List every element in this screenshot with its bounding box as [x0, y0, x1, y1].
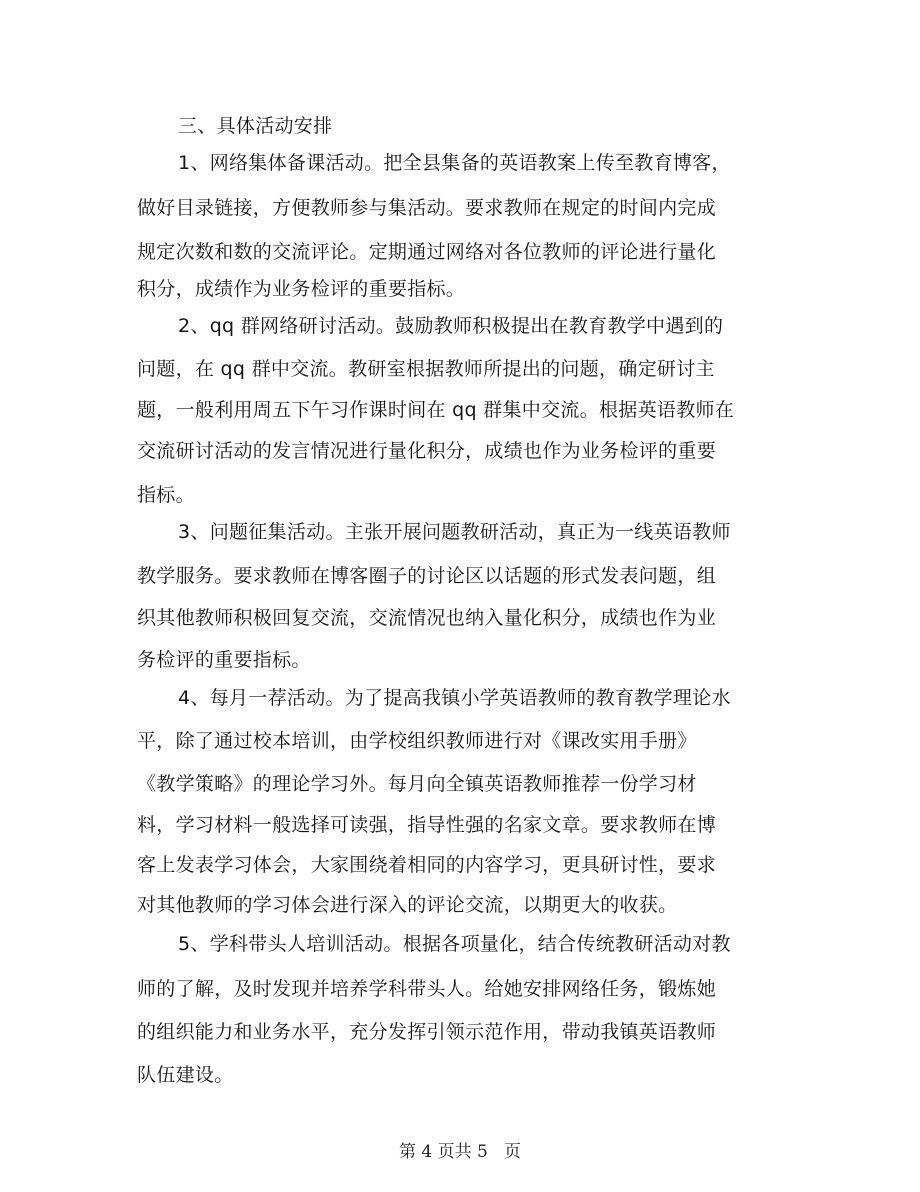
paragraph-1-line-3: 规定次数和数的交流评论。定期通过网络对各位教师的评论进行量化	[137, 241, 717, 263]
paragraph-2-line-2: 问题，在 qq 群中交流。教研室根据教师所提出的问题，确定研讨主	[137, 358, 715, 380]
paragraph-4-line-5: 客上发表学习体会，大家围绕着相同的内容学习，更具研讨性，要求	[137, 854, 717, 876]
paragraph-3-line-2: 教学服务。要求教师在博客圈子的讨论区以话题的形式发表问题，组	[137, 565, 717, 587]
paragraph-2-line-1: 2、qq 群网络研讨活动。鼓励教师积极提出在教育教学中遇到的	[178, 315, 724, 337]
paragraph-2-line-4: 交流研讨活动的发言情况进行量化积分，成绩也作为业务检评的重要	[137, 440, 717, 462]
paragraph-4-line-4: 料，学习材料一般选择可读强，指导性强的名家文章。要求教师在博	[137, 814, 717, 836]
paragraph-3-line-4: 务检评的重要指标。	[137, 649, 311, 671]
paragraph-3-line-1: 3、问题征集活动。主张开展问题教研活动，真正为一线英语教师	[178, 521, 731, 543]
section-heading: 三、具体活动安排	[178, 115, 333, 137]
paragraph-3-line-3: 织其他教师积极回复交流，交流情况也纳入量化积分，成绩也作为业	[137, 607, 717, 629]
paragraph-5-line-1: 5、学科带头人培训活动。根据各项量化，结合传统教研活动对教	[178, 933, 731, 955]
paragraph-5-line-4: 队伍建设。	[137, 1064, 234, 1086]
paragraph-4-line-6: 对其他教师的学习体会进行深入的评论交流，以期更大的收获。	[137, 894, 678, 916]
paragraph-4-line-2: 平，除了通过校本培训，由学校组织教师进行对《课改实用手册》	[137, 730, 697, 752]
paragraph-2-line-5: 指标。	[137, 484, 195, 506]
paragraph-2-line-3: 题，一般利用周五下午习作课时间在 qq 群集中交流。根据英语教师在	[137, 399, 735, 421]
paragraph-1-line-4: 积分，成绩作为业务检评的重要指标。	[137, 278, 466, 300]
paragraph-5-line-2: 师的了解，及时发现并培养学科带头人。给她安排网络任务，锻炼她	[137, 978, 717, 1000]
paragraph-1-line-1: 1、网络集体备课活动。把全县集备的英语教案上传至教育博客，	[178, 152, 731, 174]
paragraph-5-line-3: 的组织能力和业务水平，充分发挥引领示范作用，带动我镇英语教师	[137, 1021, 717, 1043]
page-footer: 第 4 页共 5 页	[398, 1142, 522, 1162]
paragraph-4-line-1: 4、每月一荐活动。为了提高我镇小学英语教师的教育教学理论水	[178, 687, 731, 709]
paragraph-4-line-3: 《教学策略》的理论学习外。每月向全镇英语教师推荐一份学习材	[137, 773, 697, 795]
paragraph-1-line-2: 做好目录链接，方便教师参与集活动。要求教师在规定的时间内完成	[137, 197, 717, 219]
